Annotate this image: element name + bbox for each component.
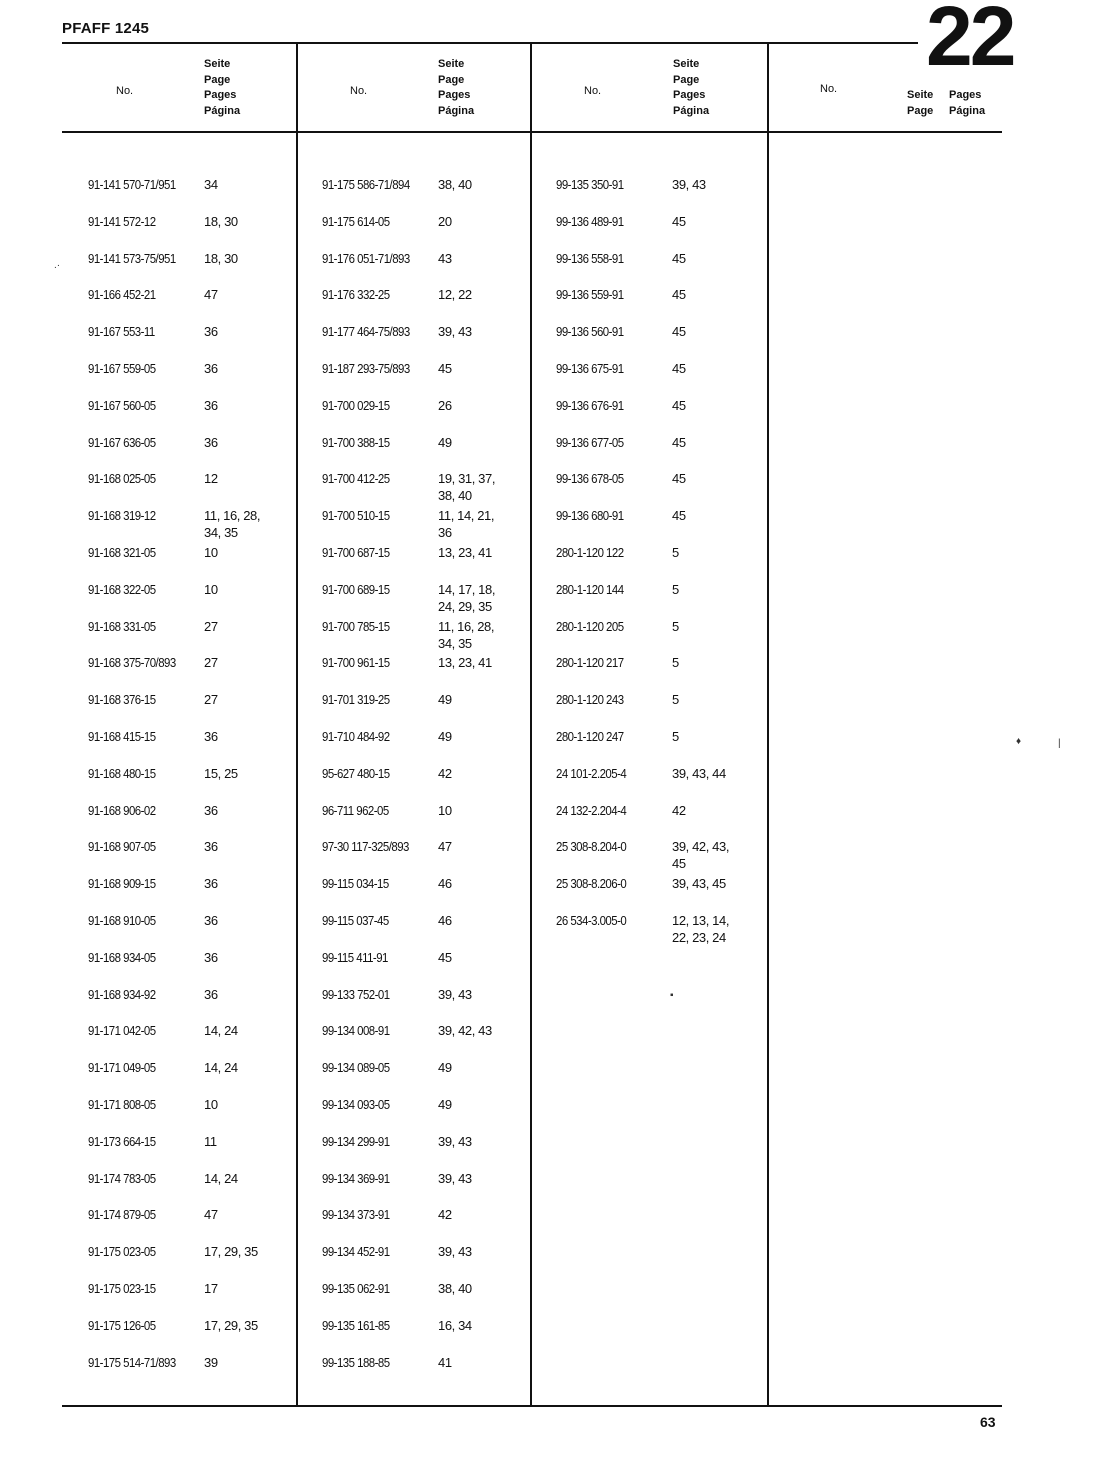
page-references: 17	[204, 1281, 218, 1296]
page-references: 14, 24	[204, 1170, 238, 1186]
part-number: 91-168 934-92	[88, 986, 156, 1002]
part-number: 91-701 319-25	[322, 692, 390, 708]
part-number: 99-135 188-85	[322, 1354, 390, 1370]
scan-mark: ▪	[670, 990, 674, 1001]
part-number: 99-134 452-91	[322, 1244, 390, 1260]
page-references: 39, 43	[438, 1244, 472, 1260]
page-references: 36	[204, 434, 218, 450]
scan-mark: ♦	[1016, 736, 1022, 747]
part-number: 280-1-120 243	[556, 692, 624, 708]
part-number: 91-176 332-25	[322, 287, 390, 303]
page-references: 11, 16, 28, 34, 35	[204, 508, 261, 541]
page-references: 45	[438, 949, 452, 965]
header-top-rule	[62, 42, 918, 44]
part-number: 91-168 934-05	[88, 949, 156, 965]
page-references: 5	[672, 655, 679, 671]
part-number: 99-135 161-85	[322, 1317, 390, 1333]
page-references: 27	[204, 618, 218, 634]
page-references: 11, 16, 28, 34, 35	[438, 618, 495, 651]
page-references: 45	[438, 361, 452, 376]
part-number: 91-176 051-71/893	[322, 250, 410, 266]
label-page: Page	[438, 73, 465, 86]
page-references: 47	[204, 287, 218, 303]
part-number: 99-115 034-15	[322, 876, 389, 892]
page-references: 39, 42, 43	[438, 1023, 492, 1039]
part-number: 91-171 042-05	[88, 1023, 156, 1039]
page-references: 36	[204, 986, 218, 1002]
page-labels-right	[949, 88, 985, 119]
page-references: 41	[438, 1354, 452, 1370]
part-number: 99-134 089-05	[322, 1060, 390, 1076]
label-pagina: Página	[204, 104, 241, 117]
part-number: 91-168 376-15	[88, 692, 156, 708]
part-number: 99-115 037-45	[322, 913, 389, 928]
page-references: 39	[204, 1354, 218, 1370]
label-seite: Seite	[673, 58, 700, 70]
part-number: 91-168 319-12	[88, 508, 156, 524]
document-title: PFAFF 1245	[62, 20, 150, 37]
part-number: 91-700 785-15	[322, 618, 390, 634]
page-references: 36	[204, 949, 218, 965]
page-labels-left	[907, 88, 933, 119]
part-number: 91-168 910-05	[88, 913, 156, 928]
page-labels	[673, 57, 709, 119]
part-number: 91-168 909-15	[88, 876, 156, 892]
page-references: 36	[204, 913, 218, 928]
page-references: 14, 17, 18, 24, 29, 35	[438, 581, 496, 614]
page-references: 10	[204, 545, 218, 560]
page-references: 39, 43, 45	[672, 876, 726, 892]
part-number: 91-174 879-05	[88, 1207, 156, 1223]
page-references: 12	[204, 471, 218, 487]
part-number: 91-700 510-15	[322, 508, 390, 524]
label-pages: Pages	[438, 89, 471, 101]
page-references: 26	[438, 397, 452, 413]
page-labels	[438, 57, 474, 119]
part-number: 280-1-120 247	[556, 729, 624, 744]
part-number: 99-135 062-91	[322, 1281, 390, 1296]
part-number: 91-167 636-05	[88, 434, 156, 450]
part-number: 91-168 906-02	[88, 802, 156, 818]
footer-rule	[62, 1405, 1002, 1407]
page-references: 42	[672, 802, 686, 818]
page-references: 34	[204, 177, 218, 192]
part-number: 99-136 559-91	[556, 287, 624, 303]
part-number: 99-136 677-05	[556, 434, 624, 450]
part-number: 91-167 560-05	[88, 397, 156, 413]
part-number: 24 132-2.204-4	[556, 802, 627, 818]
part-number: 99-136 489-91	[556, 213, 624, 229]
part-number: 91-175 586-71/894	[322, 177, 410, 192]
label-pagina: Página	[673, 104, 710, 117]
label-seite: Seite	[438, 58, 465, 70]
page-references: 36	[204, 397, 218, 413]
part-number: 280-1-120 122	[556, 545, 624, 560]
part-number: 91-700 689-15	[322, 581, 390, 597]
part-number: 91-710 484-92	[322, 729, 390, 744]
page-references: 14, 24	[204, 1060, 238, 1076]
part-number: 26 534-3.005-0	[556, 913, 627, 928]
part-number: 91-141 570-71/951	[88, 177, 176, 192]
page-references: 36	[204, 324, 218, 340]
page-labels	[204, 57, 240, 119]
page-references: 49	[438, 729, 452, 744]
page-references: 11, 14, 21, 36	[438, 508, 495, 541]
page-references: 10	[438, 802, 452, 818]
column-divider-2	[530, 42, 532, 1406]
scan-mark: |	[1058, 738, 1061, 749]
page-references: 46	[438, 876, 452, 892]
page-references: 45	[672, 434, 686, 450]
page-references: 27	[204, 692, 218, 708]
page-references: 27	[204, 655, 218, 671]
label-seite: Seite	[907, 89, 934, 101]
page-references: 47	[438, 839, 452, 855]
part-number: 99-134 373-91	[322, 1207, 390, 1223]
part-number: 280-1-120 144	[556, 581, 624, 597]
no-label: No.	[820, 83, 838, 95]
page-references: 5	[672, 729, 679, 744]
page-references: 45	[672, 361, 686, 376]
page-references: 39, 43	[438, 986, 472, 1002]
part-number: 91-168 375-70/893	[88, 655, 176, 671]
part-number: 91-175 023-15	[88, 1281, 156, 1296]
page-references: 49	[438, 692, 452, 708]
page-references: 45	[672, 250, 686, 266]
part-number: 24 101-2.205-4	[556, 765, 627, 781]
page-references: 43	[438, 250, 452, 266]
page-references: 36	[204, 876, 218, 892]
label-pages: Pages	[673, 89, 706, 101]
part-number: 91-175 126-05	[88, 1317, 156, 1333]
part-number: 99-136 678-05	[556, 471, 624, 487]
page-references: 11	[204, 1133, 217, 1149]
label-page: Page	[673, 73, 700, 86]
page-references: 45	[672, 287, 686, 303]
part-number: 91-175 514-71/893	[88, 1354, 176, 1370]
part-number: 95-627 480-15	[322, 765, 390, 781]
part-number: 91-171 808-05	[88, 1097, 156, 1112]
part-number: 91-173 664-15	[88, 1133, 156, 1149]
part-number: 91-168 321-05	[88, 545, 156, 560]
part-number: 99-134 299-91	[322, 1133, 390, 1149]
page-references: 5	[672, 581, 679, 597]
page-references: 16, 34	[438, 1317, 472, 1333]
part-number: 99-134 008-91	[322, 1023, 390, 1039]
page-references: 5	[672, 692, 679, 708]
page-references: 17, 29, 35	[204, 1317, 258, 1333]
part-number: 91-168 322-05	[88, 581, 156, 597]
part-number: 91-700 412-25	[322, 471, 390, 487]
label-page: Page	[204, 73, 231, 86]
page-references: 45	[672, 471, 686, 487]
no-label: No.	[116, 85, 134, 97]
part-number: 99-134 093-05	[322, 1097, 390, 1112]
page-references: 46	[438, 913, 452, 928]
part-number: 91-700 029-15	[322, 397, 390, 413]
page-references: 39, 43	[438, 324, 472, 340]
part-number: 91-175 614-05	[322, 213, 390, 229]
page-references: 14, 24	[204, 1023, 238, 1039]
part-number: 25 308-8.206-0	[556, 876, 627, 892]
page-references: 42	[438, 765, 452, 781]
label-pages: Pages	[949, 89, 982, 101]
label-pages: Pages	[204, 89, 237, 101]
part-number: 91-141 573-75/951	[88, 250, 176, 266]
part-number: 91-166 452-21	[88, 287, 156, 303]
page-references: 36	[204, 839, 218, 855]
part-number: 91-171 049-05	[88, 1060, 156, 1076]
page-references: 45	[672, 508, 686, 524]
part-number: 91-168 907-05	[88, 839, 156, 855]
page-references: 13, 23, 41	[438, 655, 492, 671]
page-references: 39, 43	[438, 1170, 472, 1186]
no-label: No.	[350, 85, 368, 97]
page-references: 12, 22	[438, 287, 472, 303]
no-label: No.	[584, 85, 602, 97]
label-seite: Seite	[204, 58, 231, 70]
part-number: 280-1-120 217	[556, 655, 624, 671]
part-number: 99-134 369-91	[322, 1170, 390, 1186]
header-bottom-rule	[62, 131, 1002, 133]
page-references: 38, 40	[438, 1281, 472, 1296]
part-number: 91-187 293-75/893	[322, 361, 410, 376]
part-number: 91-177 464-75/893	[322, 324, 410, 340]
label-pagina: Página	[438, 104, 475, 117]
page-references: 10	[204, 581, 218, 597]
page-references: 19, 31, 37, 38, 40	[438, 471, 496, 504]
part-number: 99-115 411-91	[322, 949, 388, 965]
part-number: 99-135 350-91	[556, 177, 624, 192]
page-references: 20	[438, 213, 452, 229]
part-number: 91-700 687-15	[322, 545, 390, 560]
page-references: 17, 29, 35	[204, 1244, 258, 1260]
page-references: 12, 13, 14, 22, 23, 24	[672, 913, 730, 945]
part-number: 91-168 025-05	[88, 471, 156, 487]
part-number: 99-136 676-91	[556, 397, 624, 413]
page-references: 45	[672, 397, 686, 413]
part-number: 96-711 962-05	[322, 802, 389, 818]
page-references: 39, 43	[672, 177, 706, 192]
page-references: 45	[672, 324, 686, 340]
page-references: 49	[438, 434, 452, 450]
page-references: 47	[204, 1207, 218, 1223]
page-references: 10	[204, 1097, 218, 1112]
part-number: 99-136 680-91	[556, 508, 624, 524]
part-number: 99-136 560-91	[556, 324, 624, 340]
section-number: 22	[926, 0, 1014, 83]
page-references: 42	[438, 1207, 452, 1223]
part-number: 91-167 559-05	[88, 361, 156, 376]
column-divider-3	[767, 42, 769, 1406]
page-references: 36	[204, 729, 218, 744]
page-references: 49	[438, 1060, 452, 1076]
page-references: 5	[672, 618, 679, 634]
part-number: 91-174 783-05	[88, 1170, 156, 1186]
page-references: 38, 40	[438, 177, 472, 192]
part-number: 91-168 415-15	[88, 729, 156, 744]
page-references: 49	[438, 1097, 452, 1112]
page-number: 63	[980, 1414, 996, 1430]
part-number: 25 308-8.204-0	[556, 839, 627, 855]
part-number: 91-700 388-15	[322, 434, 390, 450]
part-number: 99-136 675-91	[556, 361, 624, 376]
part-number: 91-167 553-11	[88, 324, 155, 340]
part-number: 99-133 752-01	[322, 986, 390, 1002]
part-number: 97-30 117-325/893	[322, 839, 409, 855]
page-references: 45	[672, 213, 686, 229]
part-number: 91-168 331-05	[88, 618, 156, 634]
page-references: 39, 43, 44	[672, 765, 726, 781]
page-references: 13, 23, 41	[438, 545, 492, 560]
page-references: 36	[204, 361, 218, 376]
part-number: 91-700 961-15	[322, 655, 390, 671]
part-number: 280-1-120 205	[556, 618, 624, 634]
part-number: 91-175 023-05	[88, 1244, 156, 1260]
part-number: 91-168 480-15	[88, 765, 156, 781]
label-page: Page	[907, 104, 934, 117]
page-references: 36	[204, 802, 218, 818]
label-pagina: Página	[949, 104, 986, 117]
page-references: 39, 42, 43, 45	[672, 839, 730, 872]
part-number: 91-141 572-12	[88, 213, 156, 229]
page-references: 18, 30	[204, 250, 238, 266]
page-references: 18, 30	[204, 213, 238, 229]
column-divider-1	[296, 42, 298, 1406]
page-references: 15, 25	[204, 765, 238, 781]
part-number: 99-136 558-91	[556, 250, 624, 266]
scan-mark: .·	[54, 260, 61, 271]
page-references: 5	[672, 545, 679, 560]
page-references: 39, 43	[438, 1133, 472, 1149]
